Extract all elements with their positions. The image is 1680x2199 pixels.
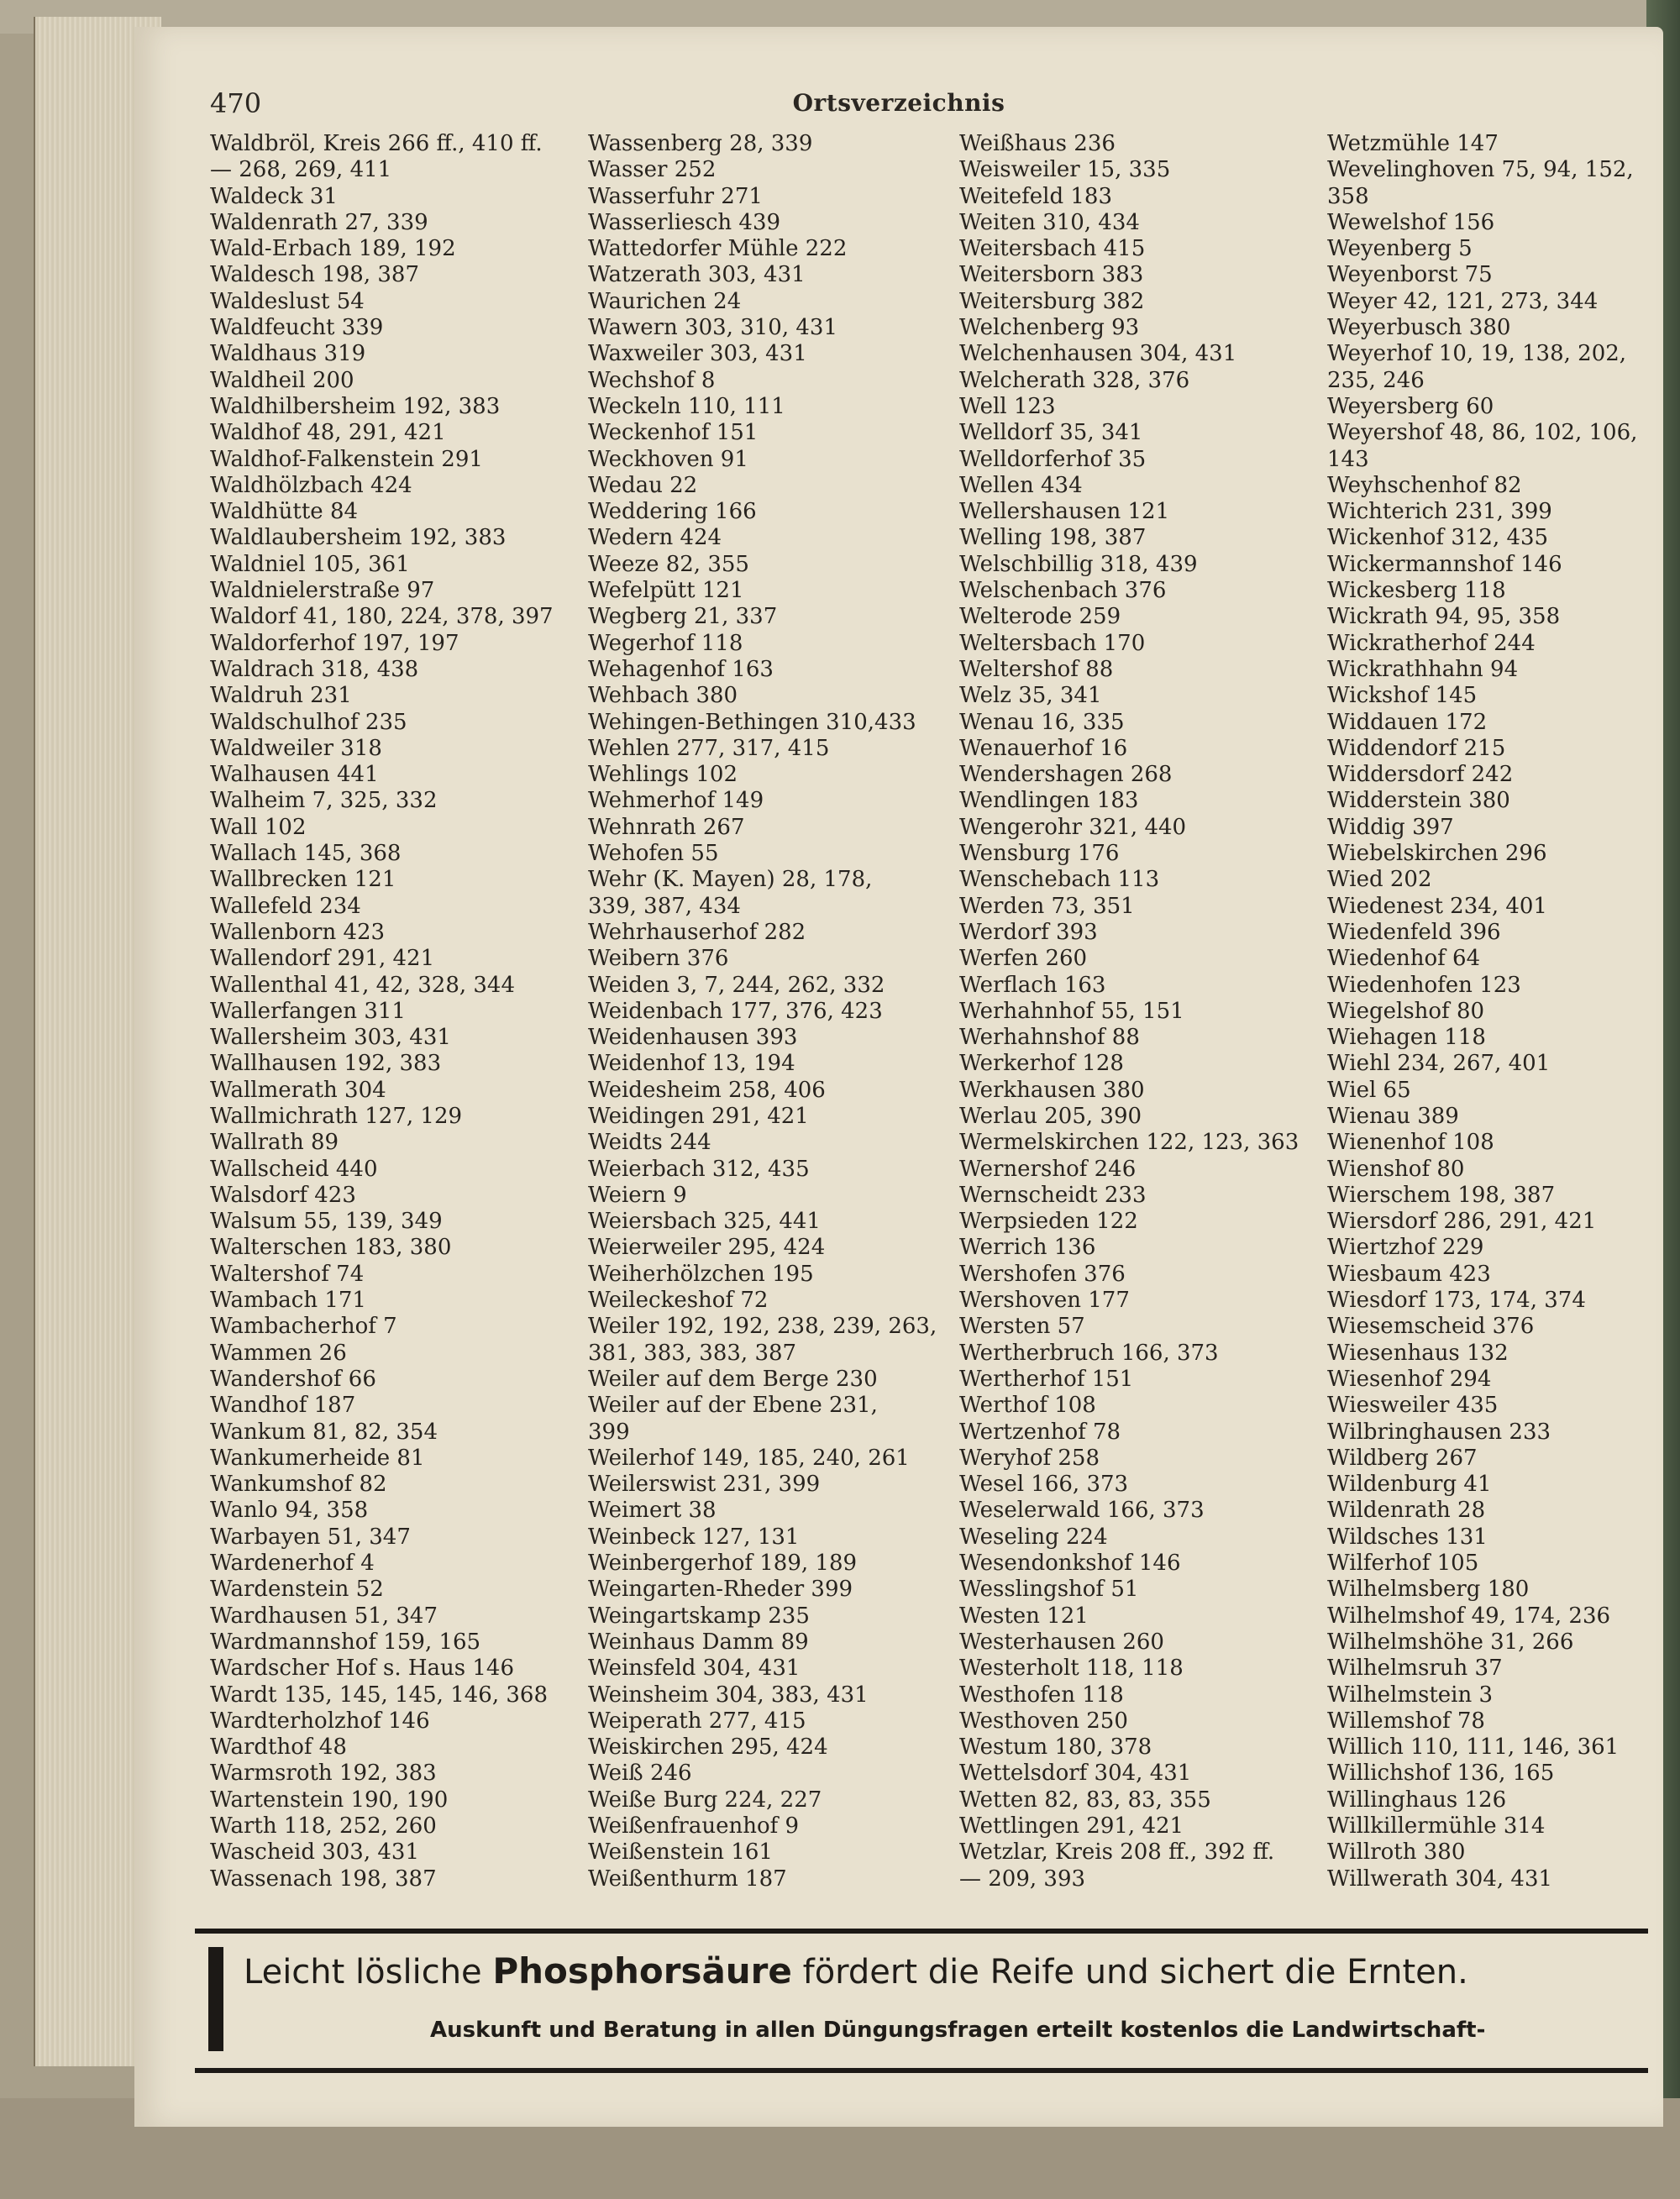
index-entry: Westhoven 250 bbox=[959, 1708, 1128, 1734]
index-entry: Welling 198, 387 bbox=[959, 525, 1147, 551]
index-entry: Wersten 57 bbox=[959, 1314, 1085, 1340]
index-entry: Wandershof 66 bbox=[210, 1366, 376, 1392]
index-entry: Wall 102 bbox=[210, 814, 307, 840]
index-entry: Werkerhof 128 bbox=[959, 1051, 1124, 1077]
index-entry: — 268, 269, 411 bbox=[210, 157, 392, 183]
index-entry: Walheim 7, 325, 332 bbox=[210, 788, 438, 814]
index-entry: Weingarten-Rheder 399 bbox=[588, 1577, 853, 1603]
index-entry: Wehmerhof 149 bbox=[588, 788, 764, 814]
index-entry: Wildberg 267 bbox=[1327, 1445, 1478, 1471]
index-entry: Weierbach 312, 435 bbox=[588, 1156, 810, 1182]
index-entry: Weidenbach 177, 376, 423 bbox=[588, 998, 883, 1024]
index-entry: Wassenberg 28, 339 bbox=[588, 131, 813, 156]
index-entry: Weierweiler 295, 424 bbox=[588, 1235, 826, 1261]
index-entry: Weitersburg 382 bbox=[959, 288, 1145, 314]
index-entry: Wasser 252 bbox=[588, 157, 717, 183]
index-entry: Walsdorf 423 bbox=[210, 1182, 356, 1208]
index-entry: Weyershof 48, 86, 102, 106, bbox=[1327, 420, 1638, 446]
index-entry: Wickratherhof 244 bbox=[1327, 630, 1536, 656]
index-entry: Welterode 259 bbox=[959, 604, 1121, 630]
index-entry: Wardscher Hof s. Haus 146 bbox=[210, 1656, 515, 1682]
index-entry: Widdendorf 215 bbox=[1327, 735, 1506, 761]
index-column-4 bbox=[1327, 131, 1680, 1892]
index-entry: Weidesheim 258, 406 bbox=[588, 1077, 826, 1103]
index-entry: Wilferhof 105 bbox=[1327, 1551, 1479, 1577]
index-entry: Widdersdorf 242 bbox=[1327, 762, 1514, 788]
index-entry: Wallach 145, 368 bbox=[210, 841, 402, 867]
index-entry: Weißhaus 236 bbox=[959, 131, 1116, 156]
index-entry: Waldhaus 319 bbox=[210, 341, 366, 367]
index-entry: Wenauerhof 16 bbox=[959, 735, 1128, 761]
index-entry: Welz 35, 341 bbox=[959, 683, 1102, 709]
index-entry: Wickrath 94, 95, 358 bbox=[1327, 604, 1561, 630]
index-entry: Wertzenhof 78 bbox=[959, 1419, 1121, 1445]
index-entry: Waldorf 41, 180, 224, 378, 397 bbox=[210, 604, 554, 630]
index-entry: Wiesweiler 435 bbox=[1327, 1393, 1499, 1419]
index-entry: Wiebelskirchen 296 bbox=[1327, 841, 1547, 867]
index-entry: Weidingen 291, 421 bbox=[588, 1103, 809, 1129]
index-entry: Weiler auf dem Berge 230 bbox=[588, 1366, 878, 1392]
index-entry: Weinbergerhof 189, 189 bbox=[588, 1551, 858, 1577]
index-entry: Wiertzhof 229 bbox=[1327, 1235, 1484, 1261]
index-entry: Waldesch 198, 387 bbox=[210, 262, 420, 288]
index-entry: Werfen 260 bbox=[959, 946, 1088, 972]
index-entry: Wiel 65 bbox=[1327, 1077, 1411, 1103]
index-entry: Willroth 380 bbox=[1327, 1839, 1466, 1866]
index-entry: Weiersbach 325, 441 bbox=[588, 1209, 821, 1235]
index-entry: Waldschulhof 235 bbox=[210, 709, 407, 735]
index-entry: Wettlingen 291, 421 bbox=[959, 1813, 1184, 1839]
index-entry: Welcherath 328, 376 bbox=[959, 367, 1190, 393]
index-entry: Widdauen 172 bbox=[1327, 709, 1488, 735]
ad-headline-bold: Phosphorsäure bbox=[492, 1950, 792, 1992]
index-entry: Wilhelmshöhe 31, 266 bbox=[1327, 1629, 1574, 1655]
index-entry: Welldorferhof 35 bbox=[959, 446, 1147, 472]
index-entry: Wellershausen 121 bbox=[959, 499, 1170, 525]
index-entry: Welschenbach 376 bbox=[959, 578, 1167, 604]
index-entry: Wildenburg 41 bbox=[1327, 1472, 1492, 1498]
index-entry: Widderstein 380 bbox=[1327, 788, 1510, 814]
index-entry: Weryhof 258 bbox=[959, 1445, 1100, 1471]
index-entry: Waldhof-Falkenstein 291 bbox=[210, 446, 483, 472]
index-entry: Weißenstein 161 bbox=[588, 1839, 773, 1866]
index-entry: Waldniel 105, 361 bbox=[210, 551, 410, 577]
index-entry: Wiedenest 234, 401 bbox=[1327, 893, 1547, 919]
index-entry: Wiedenhof 64 bbox=[1327, 946, 1481, 972]
index-entry: Westerhausen 260 bbox=[959, 1629, 1164, 1655]
index-entry: Wallersheim 303, 431 bbox=[210, 1025, 451, 1051]
page-number: 470 bbox=[210, 87, 262, 119]
index-entry: Westhofen 118 bbox=[959, 1682, 1124, 1708]
advertisement-box bbox=[195, 1934, 1648, 2073]
index-entry: Weingartskamp 235 bbox=[588, 1603, 810, 1629]
index-entry: Waldhilbersheim 192, 383 bbox=[210, 393, 501, 419]
index-entry: Weitefeld 183 bbox=[959, 183, 1112, 209]
index-entry: Wankum 81, 82, 354 bbox=[210, 1419, 438, 1445]
index-entry: Waldheil 200 bbox=[210, 367, 354, 393]
index-entry: Wiesbaum 423 bbox=[1327, 1261, 1491, 1287]
index-entry: Wilbringhausen 233 bbox=[1327, 1419, 1551, 1445]
index-entry: Wehlings 102 bbox=[588, 762, 738, 788]
index-entry: Welchenhausen 304, 431 bbox=[959, 341, 1237, 367]
index-entry: Wasserliesch 439 bbox=[588, 209, 781, 235]
index-entry: Wernscheidt 233 bbox=[959, 1182, 1147, 1208]
page-header-title: Ortsverzeichnis bbox=[792, 89, 1005, 117]
index-entry: Wammen 26 bbox=[210, 1340, 347, 1366]
index-entry: Werdorf 393 bbox=[959, 919, 1098, 945]
index-entry: Werden 73, 351 bbox=[959, 893, 1135, 919]
index-column-3 bbox=[959, 131, 1312, 1892]
index-entry: Wardthof 48 bbox=[210, 1735, 347, 1761]
index-entry: Wesslingshof 51 bbox=[959, 1577, 1139, 1603]
index-entry: Wickrathhahn 94 bbox=[1327, 656, 1519, 682]
index-entry: Weiler 192, 192, 238, 239, 263, bbox=[588, 1314, 937, 1340]
index-entry: Weiten 310, 434 bbox=[959, 209, 1140, 235]
index-entry: Waldfeucht 339 bbox=[210, 315, 384, 341]
index-entry: Werthof 108 bbox=[959, 1393, 1096, 1419]
index-entry: Wehagenhof 163 bbox=[588, 656, 774, 682]
index-entry: Weisweiler 15, 335 bbox=[959, 157, 1171, 183]
index-entry: Wegberg 21, 337 bbox=[588, 604, 778, 630]
index-entry: Wetten 82, 83, 83, 355 bbox=[959, 1787, 1211, 1813]
index-entry: Weilerhof 149, 185, 240, 261 bbox=[588, 1445, 910, 1471]
index-entry: Wiehagen 118 bbox=[1327, 1025, 1486, 1051]
index-entry: Weckhoven 91 bbox=[588, 446, 748, 472]
index-entry: Wallenthal 41, 42, 328, 344 bbox=[210, 972, 516, 998]
index-entry: Wambach 171 bbox=[210, 1288, 366, 1314]
index-entry: Wardhausen 51, 347 bbox=[210, 1603, 438, 1629]
index-entry: Weitersborn 383 bbox=[959, 262, 1144, 288]
index-entry: 399 bbox=[588, 1419, 630, 1445]
index-entry: Wensburg 176 bbox=[959, 841, 1120, 867]
index-entry: Wienenhof 108 bbox=[1327, 1130, 1494, 1156]
index-entry: 235, 246 bbox=[1327, 367, 1425, 393]
index-entry: Wildenrath 28 bbox=[1327, 1498, 1486, 1524]
index-entry: Wiedenfeld 396 bbox=[1327, 919, 1501, 945]
index-entry: Wankumshof 82 bbox=[210, 1472, 387, 1498]
index-entry: Waldeslust 54 bbox=[210, 288, 365, 314]
index-entry: Wershofen 376 bbox=[959, 1261, 1126, 1287]
index-entry: Waldlaubersheim 192, 383 bbox=[210, 525, 507, 551]
index-entry: Wattedorfer Mühle 222 bbox=[588, 236, 848, 262]
index-entry: Warbayen 51, 347 bbox=[210, 1524, 411, 1550]
index-entry: Wienau 389 bbox=[1327, 1103, 1459, 1129]
index-entry: Wesel 166, 373 bbox=[959, 1472, 1129, 1498]
index-entry: Waldorferhof 197, 197 bbox=[210, 630, 459, 656]
index-entry: Waldbröl, Kreis 266 ff., 410 ff. bbox=[210, 131, 543, 156]
index-entry: Wernershof 246 bbox=[959, 1156, 1137, 1182]
index-entry: Wevelinghoven 75, 94, 152, bbox=[1327, 157, 1634, 183]
index-entry: Wegerhof 118 bbox=[588, 630, 743, 656]
index-entry: Wiegelshof 80 bbox=[1327, 998, 1485, 1024]
index-entry: Wickermannshof 146 bbox=[1327, 551, 1562, 577]
index-entry: Wascheid 303, 431 bbox=[210, 1839, 420, 1866]
index-entry: Wambacherhof 7 bbox=[210, 1314, 397, 1340]
index-entry: Wehnrath 267 bbox=[588, 814, 745, 840]
index-entry: Walsum 55, 139, 349 bbox=[210, 1209, 443, 1235]
index-entry: Weltersbach 170 bbox=[959, 630, 1146, 656]
index-entry: Welldorf 35, 341 bbox=[959, 420, 1143, 446]
index-entry: Wardt 135, 145, 145, 146, 368 bbox=[210, 1682, 548, 1708]
index-entry: Wardenstein 52 bbox=[210, 1577, 384, 1603]
index-entry: Wallrath 89 bbox=[210, 1130, 339, 1156]
book-page bbox=[134, 27, 1663, 2127]
index-entry: Weddering 166 bbox=[588, 499, 757, 525]
index-entry: Wechshof 8 bbox=[588, 367, 716, 393]
index-entry: Wiesenhaus 132 bbox=[1327, 1340, 1509, 1366]
index-entry: Wehlen 277, 317, 415 bbox=[588, 735, 830, 761]
index-entry: Wedau 22 bbox=[588, 472, 698, 498]
index-entry: Welschbillig 318, 439 bbox=[959, 551, 1198, 577]
index-entry: Wienshof 80 bbox=[1327, 1156, 1465, 1182]
index-entry: Weyenborst 75 bbox=[1327, 262, 1493, 288]
index-entry: Wallmichrath 127, 129 bbox=[210, 1103, 463, 1129]
index-entry: Wiehl 234, 267, 401 bbox=[1327, 1051, 1551, 1077]
index-entry: Waldhütte 84 bbox=[210, 499, 359, 525]
index-entry: Weyerhof 10, 19, 138, 202, bbox=[1327, 341, 1627, 367]
index-entry: Weselerwald 166, 373 bbox=[959, 1498, 1205, 1524]
index-entry: Weidenhof 13, 194 bbox=[588, 1051, 795, 1077]
index-entry: Wickenhof 312, 435 bbox=[1327, 525, 1549, 551]
index-entry: Weißenthurm 187 bbox=[588, 1866, 787, 1892]
index-entry: Wartenstein 190, 190 bbox=[210, 1787, 449, 1813]
index-entry: Wendershagen 268 bbox=[959, 762, 1173, 788]
index-entry: Weißenfrauenhof 9 bbox=[588, 1813, 800, 1839]
index-entry: Wertherhof 151 bbox=[959, 1366, 1134, 1392]
index-entry: Well 123 bbox=[959, 393, 1056, 419]
index-entry: Werlau 205, 390 bbox=[959, 1103, 1142, 1129]
index-entry: Weiperath 277, 415 bbox=[588, 1708, 806, 1734]
index-entry: Willich 110, 111, 146, 361 bbox=[1327, 1735, 1620, 1761]
index-entry: Waxweiler 303, 431 bbox=[588, 341, 807, 367]
index-entry: Weiden 3, 7, 244, 262, 332 bbox=[588, 972, 885, 998]
index-entry: Willwerath 304, 431 bbox=[1327, 1866, 1553, 1892]
index-entry: Warmsroth 192, 383 bbox=[210, 1761, 437, 1787]
ad-headline-pre: Leicht lösliche bbox=[244, 1953, 482, 1992]
index-entry: Weiern 9 bbox=[588, 1182, 687, 1208]
index-entry: Weimert 38 bbox=[588, 1498, 717, 1524]
index-entry: Wankumerheide 81 bbox=[210, 1445, 425, 1471]
index-entry: Weiß 246 bbox=[588, 1761, 692, 1787]
index-entry: 339, 387, 434 bbox=[588, 893, 741, 919]
index-entry: Westerholt 118, 118 bbox=[959, 1656, 1184, 1682]
index-entry: 143 bbox=[1327, 446, 1369, 472]
index-entry: Wildsches 131 bbox=[1327, 1524, 1488, 1550]
index-entry: Weyer 42, 121, 273, 344 bbox=[1327, 288, 1599, 314]
index-entry: Weltershof 88 bbox=[959, 656, 1114, 682]
index-entry: Wied 202 bbox=[1327, 867, 1432, 893]
index-column-2 bbox=[588, 131, 941, 1892]
index-entry: Weyerbusch 380 bbox=[1327, 315, 1511, 341]
index-entry: Watzerath 303, 431 bbox=[588, 262, 806, 288]
advertisement-stripe bbox=[208, 1947, 223, 2051]
index-entry: Weinsheim 304, 383, 431 bbox=[588, 1682, 869, 1708]
index-entry: Wetzlar, Kreis 208 ff., 392 ff. bbox=[959, 1839, 1275, 1866]
index-entry: Wellen 434 bbox=[959, 472, 1083, 498]
index-entry: Westen 121 bbox=[959, 1603, 1089, 1629]
index-entry: Wallhausen 192, 383 bbox=[210, 1051, 442, 1077]
index-entry: 358 bbox=[1327, 183, 1369, 209]
index-entry: Weckenhof 151 bbox=[588, 420, 759, 446]
index-entry: Wickshof 145 bbox=[1327, 683, 1478, 709]
index-entry: Werflach 163 bbox=[959, 972, 1106, 998]
index-entry: Widdig 397 bbox=[1327, 814, 1454, 840]
index-entry: Wiesenhof 294 bbox=[1327, 1366, 1492, 1392]
index-entry: Wettelsdorf 304, 431 bbox=[959, 1761, 1192, 1787]
index-entry: Weiskirchen 295, 424 bbox=[588, 1735, 828, 1761]
index-entry: Wallbrecken 121 bbox=[210, 867, 396, 893]
index-entry: Wardmannshof 159, 165 bbox=[210, 1629, 481, 1655]
index-entry: Weitersbach 415 bbox=[959, 236, 1146, 262]
index-entry: Weyersberg 60 bbox=[1327, 393, 1494, 419]
index-entry: Wenschebach 113 bbox=[959, 867, 1160, 893]
index-entry: Waldhof 48, 291, 421 bbox=[210, 420, 446, 446]
index-entry: Werhahnshof 88 bbox=[959, 1025, 1140, 1051]
index-entry: Wenau 16, 335 bbox=[959, 709, 1125, 735]
index-entry: Weilerswist 231, 399 bbox=[588, 1472, 821, 1498]
index-entry: Wilhelmsberg 180 bbox=[1327, 1577, 1530, 1603]
index-entry: Wierschem 198, 387 bbox=[1327, 1182, 1556, 1208]
index-entry: Wald-Erbach 189, 192 bbox=[210, 236, 456, 262]
index-entry: Wallerfangen 311 bbox=[210, 998, 406, 1024]
index-entry: Weinsfeld 304, 431 bbox=[588, 1656, 801, 1682]
index-entry: 381, 383, 383, 387 bbox=[588, 1340, 797, 1366]
index-entry: Wandhof 187 bbox=[210, 1393, 356, 1419]
index-entry: Wardenerhof 4 bbox=[210, 1551, 375, 1577]
index-entry: Werrich 136 bbox=[959, 1235, 1096, 1261]
index-entry: Wedern 424 bbox=[588, 525, 722, 551]
index-entry: Wesendonkshof 146 bbox=[959, 1551, 1181, 1577]
index-entry: Waldhölzbach 424 bbox=[210, 472, 412, 498]
index-entry: Wiedenhofen 123 bbox=[1327, 972, 1521, 998]
index-entry: Werpsieden 122 bbox=[959, 1209, 1138, 1235]
index-entry: Weileckeshof 72 bbox=[588, 1288, 769, 1314]
index-entry: Wershoven 177 bbox=[959, 1288, 1130, 1314]
index-entry: Waldeck 31 bbox=[210, 183, 338, 209]
index-entry: Walhausen 441 bbox=[210, 762, 379, 788]
index-entry: Wiesemscheid 376 bbox=[1327, 1314, 1535, 1340]
index-entry: Wiesdorf 173, 174, 374 bbox=[1327, 1288, 1586, 1314]
ad-headline-post: fördert die Reife und sichert die Ernten. bbox=[802, 1953, 1468, 1992]
index-entry: Wehrhauserhof 282 bbox=[588, 919, 806, 945]
index-entry: Weinhaus Damm 89 bbox=[588, 1629, 809, 1655]
index-entry: Wehofen 55 bbox=[588, 841, 719, 867]
index-entry: Wermelskirchen 122, 123, 363 bbox=[959, 1130, 1299, 1156]
index-entry: Wasserfuhr 271 bbox=[588, 183, 763, 209]
index-entry: Willinghaus 126 bbox=[1327, 1787, 1507, 1813]
index-entry: Weseling 224 bbox=[959, 1524, 1108, 1550]
index-entry: Weidts 244 bbox=[588, 1130, 711, 1156]
index-entry: Waldnielerstraße 97 bbox=[210, 578, 435, 604]
index-entry: Wilhelmsruh 37 bbox=[1327, 1656, 1503, 1682]
index-entry: Wichterich 231, 399 bbox=[1327, 499, 1552, 525]
index-entry: Willichshof 136, 165 bbox=[1327, 1761, 1555, 1787]
index-entry: Weeze 82, 355 bbox=[588, 551, 749, 577]
index-entry: Weidenhausen 393 bbox=[588, 1025, 798, 1051]
index-entry: Waldruh 231 bbox=[210, 683, 352, 709]
index-entry: — 209, 393 bbox=[959, 1866, 1086, 1892]
index-entry: Weiler auf der Ebene 231, bbox=[588, 1393, 878, 1419]
index-entry: Wallenborn 423 bbox=[210, 919, 386, 945]
index-entry: Wetzmühle 147 bbox=[1327, 131, 1499, 156]
index-entry: Waldweiler 318 bbox=[210, 735, 382, 761]
index-entry: Wewelshof 156 bbox=[1327, 209, 1495, 235]
index-entry: Welchenberg 93 bbox=[959, 315, 1140, 341]
index-entry: Warth 118, 252, 260 bbox=[210, 1813, 437, 1839]
index-entry: Walterschen 183, 380 bbox=[210, 1235, 452, 1261]
index-entry: Wallefeld 234 bbox=[210, 893, 361, 919]
index-entry: Weckeln 110, 111 bbox=[588, 393, 785, 419]
index-entry: Wilhelmstein 3 bbox=[1327, 1682, 1494, 1708]
index-entry: Weiherhölzchen 195 bbox=[588, 1261, 814, 1287]
index-entry: Waurichen 24 bbox=[588, 288, 742, 314]
index-entry: Werhahnhof 55, 151 bbox=[959, 998, 1184, 1024]
index-entry: Wehbach 380 bbox=[588, 683, 738, 709]
index-column-1 bbox=[210, 131, 563, 1892]
index-entry: Willkillermühle 314 bbox=[1327, 1813, 1546, 1839]
index-entry: Waldrach 318, 438 bbox=[210, 656, 419, 682]
index-entry: Willemshof 78 bbox=[1327, 1708, 1485, 1734]
index-entry: Werkhausen 380 bbox=[959, 1077, 1145, 1103]
index-entry: Wallmerath 304 bbox=[210, 1077, 386, 1103]
index-entry: Weyenberg 5 bbox=[1327, 236, 1473, 262]
index-entry: Wehr (K. Mayen) 28, 178, bbox=[588, 867, 873, 893]
index-entry: Weinbeck 127, 131 bbox=[588, 1524, 800, 1550]
advertisement-subline: Auskunft und Beratung in allen Düngungsfragen erteilt kostenlos die Landwirtschaft- bbox=[430, 2018, 1486, 2043]
index-entry: Wawern 303, 310, 431 bbox=[588, 315, 837, 341]
index-entry: Wallendorf 291, 421 bbox=[210, 946, 435, 972]
index-entry: Wengerohr 321, 440 bbox=[959, 814, 1187, 840]
index-entry: Waltershof 74 bbox=[210, 1261, 365, 1287]
index-entry: Wallscheid 440 bbox=[210, 1156, 378, 1182]
index-entry: Wefelpütt 121 bbox=[588, 578, 744, 604]
index-entry: Waldenrath 27, 339 bbox=[210, 209, 428, 235]
index-entry: Wiersdorf 286, 291, 421 bbox=[1327, 1209, 1597, 1235]
index-entry: Wertherbruch 166, 373 bbox=[959, 1340, 1219, 1366]
index-entry: Weibern 376 bbox=[588, 946, 729, 972]
index-entry: Wanlo 94, 358 bbox=[210, 1498, 369, 1524]
index-entry: Wehingen-Bethingen 310,433 bbox=[588, 709, 916, 735]
index-entry: Wickesberg 118 bbox=[1327, 578, 1506, 604]
index-entry: Wilhelmshof 49, 174, 236 bbox=[1327, 1603, 1611, 1629]
index-entry: Wardterholzhof 146 bbox=[210, 1708, 430, 1734]
index-entry: Wassenach 198, 387 bbox=[210, 1866, 437, 1892]
index-entry: Westum 180, 378 bbox=[959, 1735, 1152, 1761]
index-entry: Wendlingen 183 bbox=[959, 788, 1139, 814]
index-entry: Weyhschenhof 82 bbox=[1327, 472, 1522, 498]
index-entry: Weiße Burg 224, 227 bbox=[588, 1787, 822, 1813]
advertisement-headline bbox=[244, 1950, 1468, 1992]
